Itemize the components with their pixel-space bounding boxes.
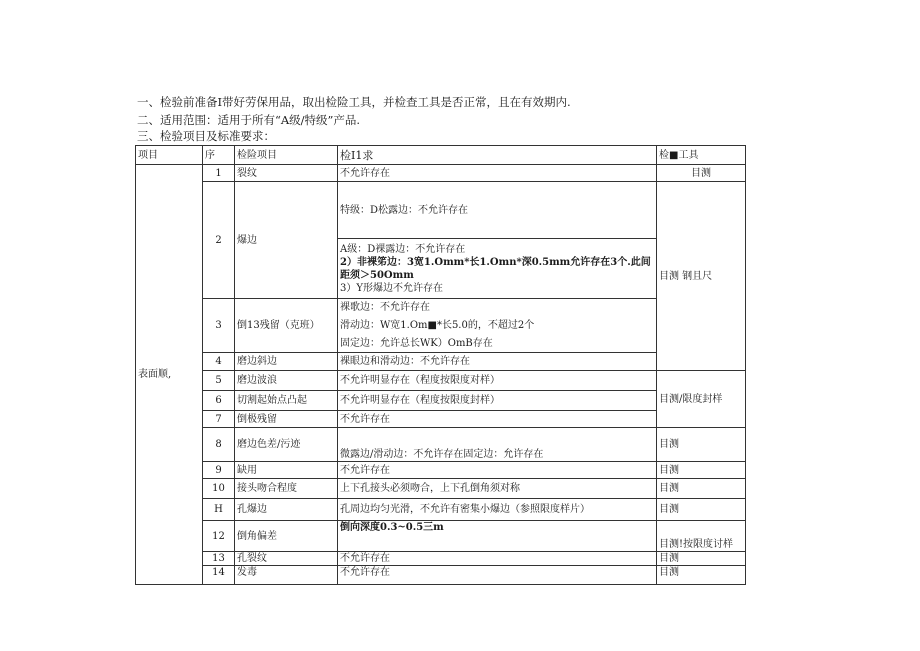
row-number: 3 <box>203 299 235 353</box>
row-requirement: 不允许存在 <box>338 566 657 585</box>
row-requirement <box>338 299 657 353</box>
row-requirement: 不允许明显存在（程度按限度封样） <box>338 391 657 411</box>
row-number: 8 <box>203 428 235 462</box>
row-tool: 目测 <box>657 428 746 462</box>
requirement-line: A级：D裸露边：不允许存在 <box>340 243 466 255</box>
row-number: 5 <box>203 371 235 391</box>
requirement-line: 固定边：允许总长WK）OmB存在 <box>340 338 493 349</box>
header-requirement: 检I1求 <box>338 146 657 165</box>
intro-line-3: 三、检验项目及标准要求： <box>137 129 275 143</box>
row-number: H <box>203 499 235 521</box>
requirement-line: 目测 钢且尺 <box>659 270 713 282</box>
row-tool: 目测 <box>657 479 746 499</box>
row-item-name: 倒角偏差 <box>235 521 338 552</box>
row-item-name: 接头吻合程度 <box>235 479 338 499</box>
table-row <box>136 182 746 239</box>
row-number: 7 <box>203 411 235 428</box>
category-cell: 表面顺, <box>136 165 203 585</box>
header-seq: 序 <box>203 146 235 165</box>
row-item-name: 磨边斜边 <box>235 353 338 371</box>
header-tool: 检■工具 <box>657 146 746 165</box>
table-row <box>136 353 746 371</box>
row-requirement: 孔周边均匀光滑，不允许有密集小爆边（参照限度样片） <box>338 499 657 521</box>
table-row <box>136 521 746 552</box>
row-tool: 目测 <box>657 499 746 521</box>
intro-line-2: 二、适用范围：适用于所有“A级/特级”产品. <box>137 113 361 127</box>
row-item-name: 磨边色差/污迹 <box>235 428 338 462</box>
requirement-line: 3）Y形爆边不允许存在 <box>340 282 443 294</box>
row-requirement: 不允许明显存在（程度按限度对样） <box>338 371 657 391</box>
table-row <box>136 566 746 585</box>
row-tool: 目测 <box>657 462 746 479</box>
table-row <box>136 428 746 462</box>
row-item-name: 倒13残留（克班） <box>235 299 338 353</box>
row-number: 2 <box>203 182 235 299</box>
table-row <box>136 462 746 479</box>
table-row <box>136 371 746 391</box>
row-requirement: 裸眼边和滑动边：不允许存在 <box>338 353 657 371</box>
row-tool: 目测/限度封样 <box>657 371 746 428</box>
row-number: 12 <box>203 521 235 552</box>
row-requirement: 不允许存在 <box>338 462 657 479</box>
row-item-name: 爆边 <box>235 182 338 299</box>
header-check-item: 检险项目 <box>235 146 338 165</box>
row-number: 14 <box>203 566 235 585</box>
row-number: 10 <box>203 479 235 499</box>
row-number: 13 <box>203 552 235 566</box>
row-requirement: 不允许存在 <box>338 165 657 182</box>
row-tool <box>657 182 746 371</box>
row-requirement: 不允许存在 <box>338 552 657 566</box>
row-tool: 目测 <box>657 165 746 182</box>
inspection-table <box>135 145 746 585</box>
row-item-name: 孔爆边 <box>235 499 338 521</box>
row-number: 9 <box>203 462 235 479</box>
intro-line-1: 一、检验前准备I带好劳保用品，取出检险工具，并检查工具是否正常，且在有效期内. <box>137 95 571 109</box>
row-requirement <box>338 239 657 299</box>
row-number: 4 <box>203 353 235 371</box>
row-item-name: 倒极残留 <box>235 411 338 428</box>
table-row <box>136 165 746 182</box>
row-tool: 目测!按限度讨样 <box>657 521 746 552</box>
table-header-row <box>136 146 746 165</box>
row-requirement <box>338 182 657 239</box>
requirement-line: 特级：D松露边：不允许存在 <box>340 204 469 216</box>
row-number: 1 <box>203 165 235 182</box>
row-number: 6 <box>203 391 235 411</box>
requirement-line: 裸歌边：不允许存在 <box>340 302 430 313</box>
row-requirement: 上下孔接头必须吻合，上下孔倒角须对称 <box>338 479 657 499</box>
table-row <box>136 552 746 566</box>
row-requirement: 微露边/滑动边：不允许存在固定边：允许存在 <box>338 428 657 462</box>
row-requirement: 倒向深度0.3~0.5三m <box>338 521 657 552</box>
row-item-name: 发毒 <box>235 566 338 585</box>
row-item-name: 孔裂纹 <box>235 552 338 566</box>
row-item-name: 磨边波浪 <box>235 371 338 391</box>
row-tool: 目测 <box>657 552 746 566</box>
table-row <box>136 499 746 521</box>
table-row <box>136 299 746 353</box>
row-requirement: 不允许存在 <box>338 411 657 428</box>
table-row <box>136 411 746 428</box>
row-item-name: 缺用 <box>235 462 338 479</box>
table-row <box>136 391 746 411</box>
row-item-name: 切割起始点凸起 <box>235 391 338 411</box>
requirement-line: 2）非裸笫边：3宽1.Omm*长1.Omn*深0.5mm允许存在3个.此间距须＞50Omm <box>340 256 651 281</box>
header-item: 项目 <box>136 146 203 165</box>
row-tool: 目测 <box>657 566 746 585</box>
table-row <box>136 479 746 499</box>
requirement-line: 滑动边：W宽1.Om■*长5.0的，不超过2个 <box>340 320 535 331</box>
row-item-name: 裂纹 <box>235 165 338 182</box>
